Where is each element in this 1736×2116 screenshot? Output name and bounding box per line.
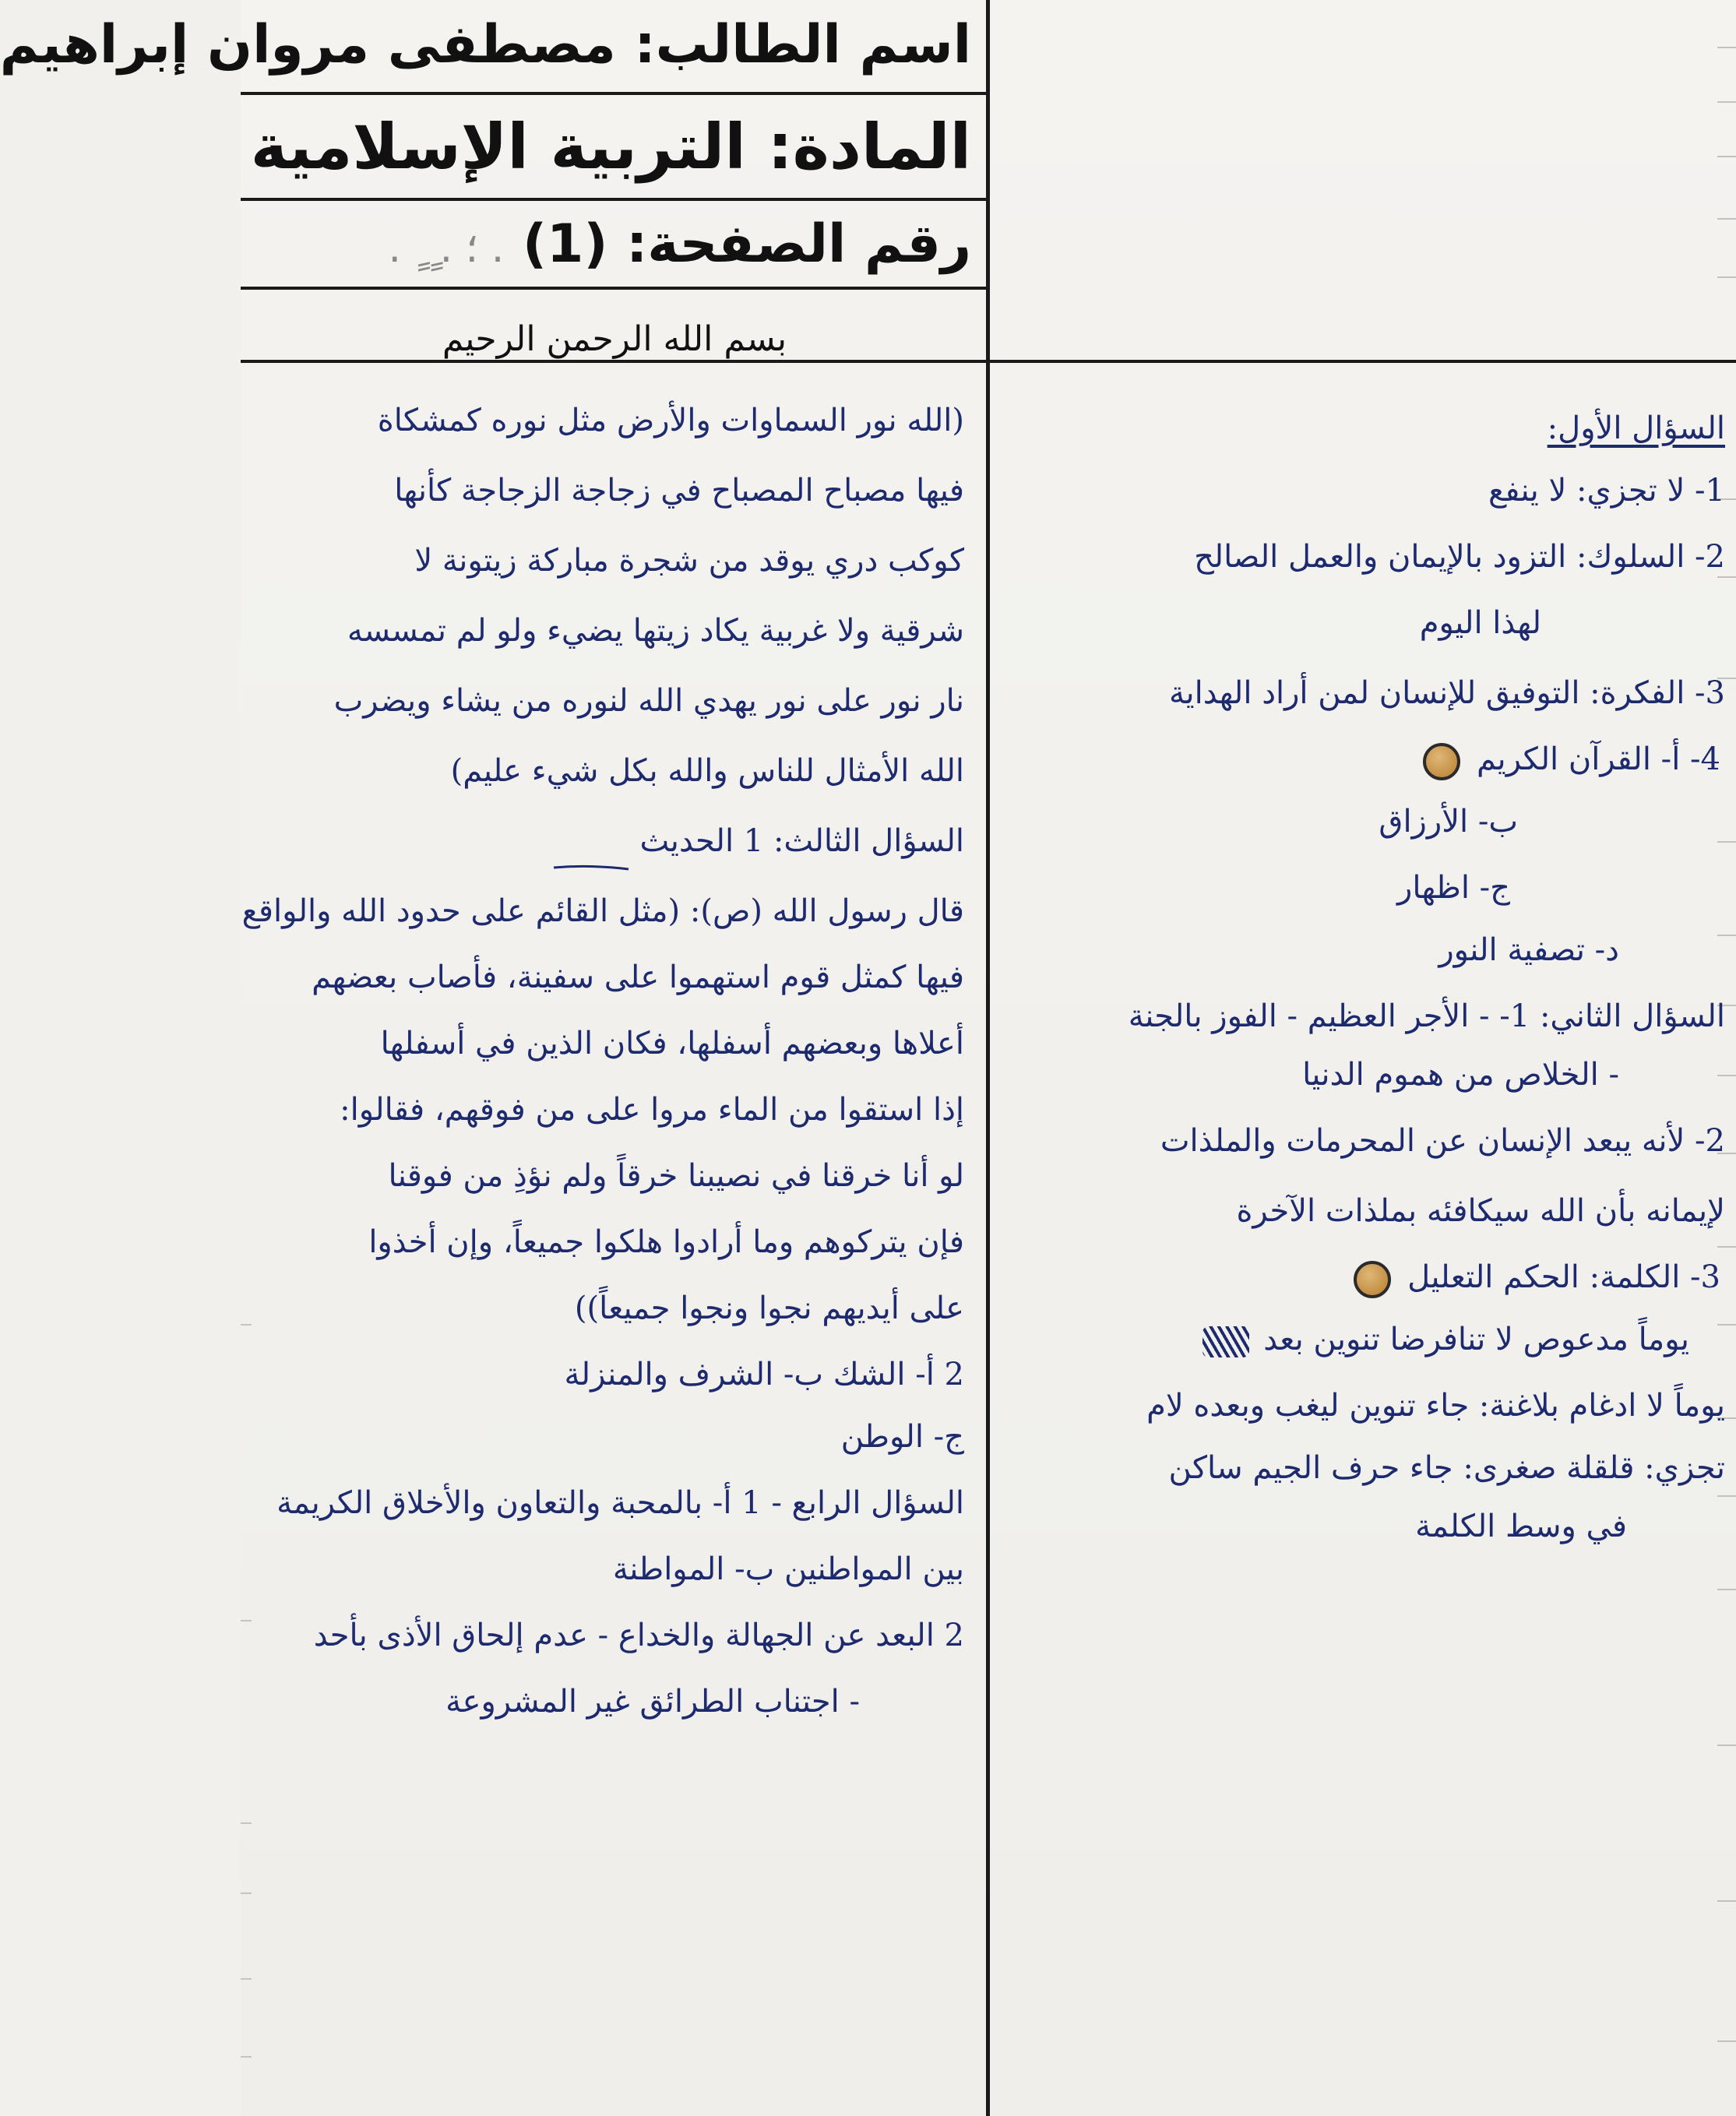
question-4-line: السؤال الرابع - 1 أ- بالمحبة والتعاون والأخلاق الكريمة — [276, 1485, 964, 1521]
subject-title: المادة: التربية الإسلامية — [250, 111, 971, 183]
page-number-row — [241, 204, 988, 285]
answer-line-with-scratch — [1198, 1316, 1689, 1363]
verse-line: نار نور على نور يهدي الله لنوره من يشاء ويضرب — [333, 683, 964, 719]
question-2-line: السؤال الثاني: 1- - الأجر العظيم - الفوز بالجنة — [1128, 998, 1725, 1034]
hadith-line: إذا استقوا من الماء مروا على من فوقهم، فقالوا: — [340, 1092, 964, 1128]
header-rule — [241, 92, 988, 95]
bullet-marker-icon — [1354, 1261, 1391, 1298]
verse-line: شرقية ولا غربية يكاد زيتها يضيء ولو لم تمسسه — [347, 613, 964, 649]
answer-text: 4- أ- القرآن الكريم — [1476, 741, 1720, 777]
answer-line: 2- لأنه يبعد الإنسان عن المحرمات والملذات — [1160, 1123, 1725, 1159]
hadith-line: قال رسول الله (ص): (مثل القائم على حدود الله والواقع — [241, 893, 964, 929]
answer-line-with-bullet — [1354, 1254, 1720, 1301]
answer-line: ج- الوطن — [840, 1419, 964, 1455]
verse-line: فيها مصباح المصباح في زجاجة الزجاجة كأنها — [394, 473, 964, 509]
answer-line: 1- لا تجزي: لا ينفع — [1488, 473, 1725, 509]
answer-line: بين المواطنين ب- المواطنة — [612, 1551, 964, 1587]
page-number-scribble: . ؛ . ٍ ٍ . — [388, 225, 505, 272]
answer-text: 3- الكلمة: الحكم التعليل — [1407, 1259, 1720, 1295]
answer-line: تجزي: قلقلة صغرى: جاء حرف الجيم ساكن — [1168, 1450, 1725, 1486]
answer-line: - الخلاص من هموم الدنيا — [1302, 1057, 1619, 1093]
question-1-heading: السؤال الأول: — [1547, 410, 1725, 446]
header-rule — [241, 198, 988, 201]
answer-line: 2- السلوك: التزود بالإيمان والعمل الصالح — [1194, 539, 1725, 575]
hadith-line: فيها كمثل قوم استهموا على سفينة، فأصاب بعضهم — [312, 959, 964, 995]
question-3-heading: السؤال الثالث: 1 الحديث — [639, 823, 964, 859]
student-name: اسم الطالب: مصطفى مروان إبراهيم — [0, 14, 971, 76]
answer-line: لهذا اليوم — [1419, 605, 1541, 641]
answer-line-with-bullet — [1423, 736, 1720, 783]
answer-line: - اجتناب الطرائق غير المشروعة — [445, 1684, 860, 1720]
hadith-line: على أيديهم نجوا ونجوا جميعاً)) — [574, 1290, 964, 1326]
answer-line: د- تصفية النور — [1438, 932, 1619, 968]
underline-mark-icon — [552, 863, 630, 872]
verse-line: الله الأمثال للناس والله بكل شيء عليم) — [450, 753, 964, 789]
answer-line: لإيمانه بأن الله سيكافئه بملذات الآخرة — [1236, 1193, 1725, 1229]
header-rule — [241, 287, 988, 290]
answer-line: 3- الفكرة: التوفيق للإنسان لمن أراد الهداية — [1169, 675, 1725, 711]
hadith-line: فإن يتركوهم وما أرادوا هلكوا جميعاً، وإن أخذوا — [368, 1224, 964, 1260]
scribble-mark-icon — [1203, 1326, 1249, 1357]
answer-line: يوماً لا ادغام بلاغنة: جاء تنوين ليغب وبعده لام — [1146, 1388, 1725, 1424]
column-divider — [986, 0, 990, 2116]
answer-line: 2 أ- الشك ب- الشرف والمنزلة — [564, 1357, 964, 1392]
page-number: رقم الصفحة: (1) — [522, 213, 971, 275]
exam-header — [0, 0, 988, 366]
left-answer-column — [241, 366, 984, 2111]
answer-text: يوماً مدعوص لا تنافرضا تنوين بعد — [1263, 1322, 1689, 1357]
answer-line: 2 البعد عن الجهالة والخداع - عدم إلحاق الأذى بأحد — [313, 1618, 964, 1653]
hadith-line: لو أنا خرقنا في نصيبنا خرقاً ولم نؤذِ من فوقنا — [388, 1158, 964, 1194]
answer-line: في وسط الكلمة — [1415, 1509, 1627, 1544]
basmala: بسم الله الرحمن الرحيم — [442, 319, 787, 359]
answer-line: ب- الأرزاق — [1379, 804, 1518, 840]
verse-line: (الله نور السماوات والأرض مثل نوره كمشكاة — [377, 403, 964, 438]
right-answer-column — [993, 366, 1736, 2111]
verse-line: كوكب دري يوقد من شجرة مباركة زيتونة لا — [414, 543, 964, 579]
bullet-marker-icon — [1423, 743, 1460, 780]
hadith-line: أعلاها وبعضهم أسفلها، فكان الذين في أسفلها — [380, 1026, 964, 1062]
answer-line: ج- اظهار — [1397, 870, 1510, 906]
